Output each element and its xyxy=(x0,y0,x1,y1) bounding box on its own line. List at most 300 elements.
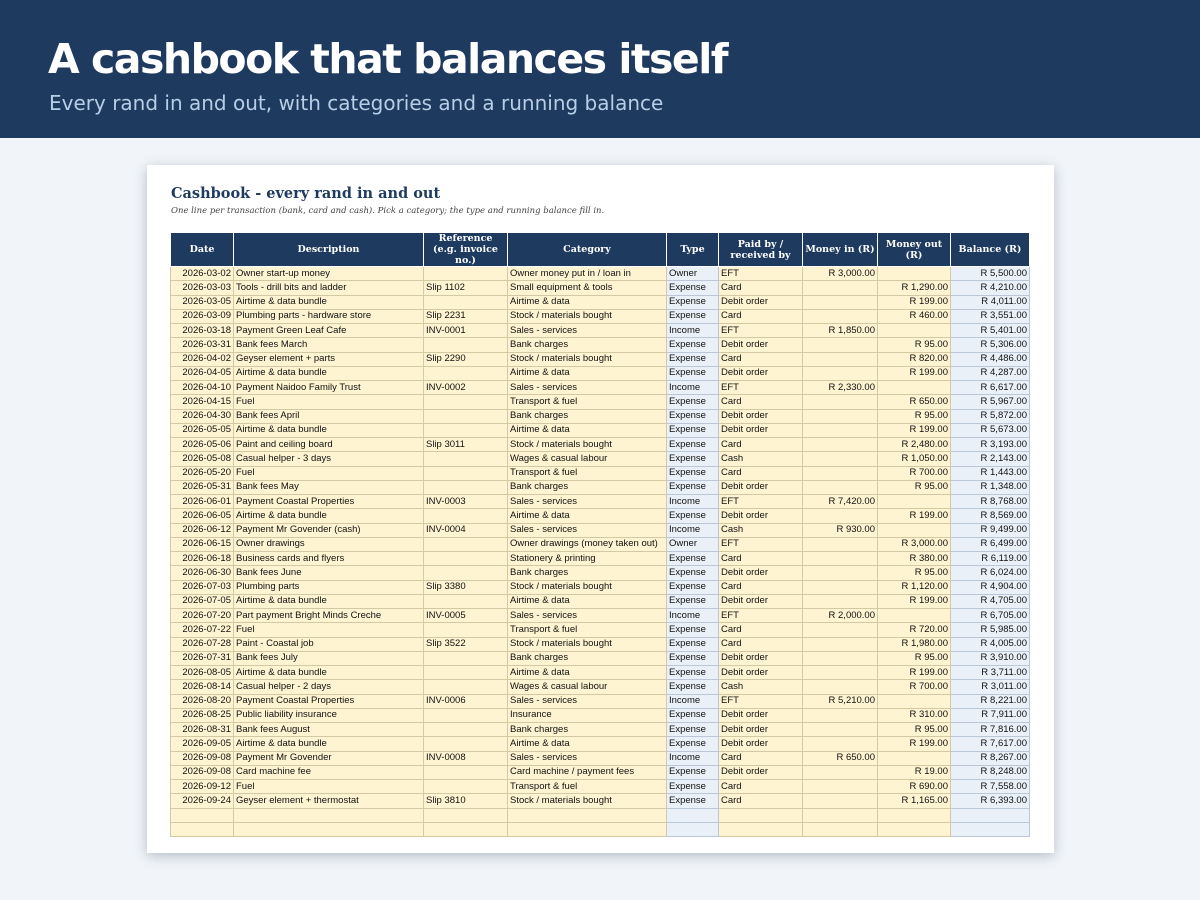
cell-description[interactable]: Payment Naidoo Family Trust xyxy=(234,381,424,395)
cell-description[interactable] xyxy=(234,822,424,836)
cell-money-out[interactable]: R 19.00 xyxy=(878,765,951,779)
cell-category[interactable]: Airtime & data xyxy=(508,737,667,751)
cell-type[interactable] xyxy=(667,808,719,822)
cell-type[interactable]: Expense xyxy=(667,281,719,295)
cell-money-out[interactable]: R 95.00 xyxy=(878,651,951,665)
cell-description[interactable]: Fuel xyxy=(234,623,424,637)
cell-type[interactable]: Income xyxy=(667,523,719,537)
cell-type[interactable]: Expense xyxy=(667,637,719,651)
cell-balance[interactable]: R 6,705.00 xyxy=(951,609,1030,623)
cell-money-out[interactable]: R 199.00 xyxy=(878,666,951,680)
cell-balance[interactable]: R 8,248.00 xyxy=(951,765,1030,779)
cell-money-in[interactable] xyxy=(803,537,878,551)
cell-reference[interactable] xyxy=(424,423,508,437)
cell-category[interactable]: Bank charges xyxy=(508,409,667,423)
cell-money-in[interactable]: R 930.00 xyxy=(803,523,878,537)
cell-reference[interactable] xyxy=(424,808,508,822)
cell-date[interactable] xyxy=(171,822,234,836)
cell-money-out[interactable] xyxy=(878,381,951,395)
cell-reference[interactable] xyxy=(424,594,508,608)
cell-money-in[interactable] xyxy=(803,794,878,808)
cell-money-in[interactable] xyxy=(803,637,878,651)
cell-description[interactable]: Tools - drill bits and ladder xyxy=(234,281,424,295)
cell-balance[interactable] xyxy=(951,808,1030,822)
cell-description[interactable]: Airtime & data bundle xyxy=(234,423,424,437)
cell-paid-by[interactable]: Debit order xyxy=(719,666,803,680)
cell-description[interactable]: Bank fees August xyxy=(234,723,424,737)
cell-reference[interactable] xyxy=(424,737,508,751)
cell-money-in[interactable] xyxy=(803,438,878,452)
cell-reference[interactable]: Slip 2290 xyxy=(424,352,508,366)
cell-type[interactable]: Income xyxy=(667,324,719,338)
cell-description[interactable]: Owner start-up money xyxy=(234,267,424,281)
cell-category[interactable]: Bank charges xyxy=(508,566,667,580)
cell-paid-by[interactable]: Card xyxy=(719,309,803,323)
cell-balance[interactable]: R 5,985.00 xyxy=(951,623,1030,637)
cell-description[interactable]: Casual helper - 2 days xyxy=(234,680,424,694)
cell-type[interactable]: Expense xyxy=(667,480,719,494)
cell-money-out[interactable]: R 1,050.00 xyxy=(878,452,951,466)
cell-money-out[interactable]: R 310.00 xyxy=(878,708,951,722)
cell-money-in[interactable]: R 2,330.00 xyxy=(803,381,878,395)
cell-balance[interactable]: R 4,705.00 xyxy=(951,594,1030,608)
cell-date[interactable]: 2026-04-02 xyxy=(171,352,234,366)
cell-type[interactable]: Expense xyxy=(667,338,719,352)
cell-money-in[interactable] xyxy=(803,509,878,523)
cell-money-in[interactable] xyxy=(803,395,878,409)
cell-paid-by[interactable]: Card xyxy=(719,580,803,594)
cell-reference[interactable] xyxy=(424,723,508,737)
cell-paid-by[interactable]: EFT xyxy=(719,381,803,395)
cell-category[interactable]: Bank charges xyxy=(508,723,667,737)
cell-description[interactable]: Plumbing parts - hardware store xyxy=(234,309,424,323)
col-header-type[interactable]: Type xyxy=(667,233,719,267)
cell-type[interactable]: Expense xyxy=(667,452,719,466)
cell-money-out[interactable] xyxy=(878,822,951,836)
cell-reference[interactable] xyxy=(424,822,508,836)
cell-category[interactable]: Airtime & data xyxy=(508,666,667,680)
cell-money-out[interactable] xyxy=(878,609,951,623)
cell-paid-by[interactable]: Card xyxy=(719,794,803,808)
cell-date[interactable]: 2026-09-08 xyxy=(171,765,234,779)
cell-reference[interactable] xyxy=(424,765,508,779)
cell-paid-by[interactable]: EFT xyxy=(719,267,803,281)
cell-money-out[interactable]: R 95.00 xyxy=(878,480,951,494)
cell-type[interactable]: Expense xyxy=(667,623,719,637)
cell-money-in[interactable] xyxy=(803,466,878,480)
cell-money-out[interactable] xyxy=(878,694,951,708)
cell-balance[interactable]: R 3,011.00 xyxy=(951,680,1030,694)
cell-money-in[interactable]: R 650.00 xyxy=(803,751,878,765)
cell-category[interactable]: Stock / materials bought xyxy=(508,637,667,651)
cell-money-in[interactable] xyxy=(803,808,878,822)
cell-balance[interactable]: R 3,910.00 xyxy=(951,651,1030,665)
cell-category[interactable] xyxy=(508,822,667,836)
cell-category[interactable]: Stationery & printing xyxy=(508,552,667,566)
cell-type[interactable]: Expense xyxy=(667,708,719,722)
cell-money-in[interactable] xyxy=(803,352,878,366)
cell-money-out[interactable]: R 460.00 xyxy=(878,309,951,323)
cell-money-in[interactable]: R 5,210.00 xyxy=(803,694,878,708)
cell-balance[interactable]: R 7,617.00 xyxy=(951,737,1030,751)
cell-money-out[interactable]: R 95.00 xyxy=(878,409,951,423)
cell-category[interactable]: Owner drawings (money taken out) xyxy=(508,537,667,551)
cell-category[interactable]: Bank charges xyxy=(508,651,667,665)
cell-reference[interactable]: INV-0008 xyxy=(424,751,508,765)
cell-reference[interactable] xyxy=(424,409,508,423)
cell-type[interactable]: Expense xyxy=(667,737,719,751)
cell-date[interactable]: 2026-05-08 xyxy=(171,452,234,466)
cell-description[interactable]: Airtime & data bundle xyxy=(234,366,424,380)
cell-description[interactable]: Airtime & data bundle xyxy=(234,509,424,523)
cell-money-in[interactable] xyxy=(803,651,878,665)
cell-money-in[interactable] xyxy=(803,409,878,423)
cell-type[interactable]: Expense xyxy=(667,794,719,808)
cell-reference[interactable]: INV-0003 xyxy=(424,495,508,509)
cell-reference[interactable] xyxy=(424,623,508,637)
cell-date[interactable]: 2026-04-10 xyxy=(171,381,234,395)
cell-paid-by[interactable]: Cash xyxy=(719,523,803,537)
cell-paid-by[interactable]: Debit order xyxy=(719,651,803,665)
cell-description[interactable]: Payment Mr Govender xyxy=(234,751,424,765)
cell-description[interactable]: Airtime & data bundle xyxy=(234,666,424,680)
cell-reference[interactable] xyxy=(424,666,508,680)
cell-description[interactable]: Geyser element + parts xyxy=(234,352,424,366)
cell-description[interactable]: Payment Coastal Properties xyxy=(234,495,424,509)
cell-reference[interactable] xyxy=(424,651,508,665)
cell-date[interactable]: 2026-04-30 xyxy=(171,409,234,423)
cell-money-out[interactable]: R 380.00 xyxy=(878,552,951,566)
cell-balance[interactable]: R 4,210.00 xyxy=(951,281,1030,295)
cell-money-in[interactable] xyxy=(803,338,878,352)
cell-date[interactable]: 2026-06-15 xyxy=(171,537,234,551)
cell-description[interactable]: Card machine fee xyxy=(234,765,424,779)
cell-reference[interactable]: INV-0002 xyxy=(424,381,508,395)
cell-money-in[interactable] xyxy=(803,309,878,323)
cell-category[interactable]: Wages & casual labour xyxy=(508,452,667,466)
cell-date[interactable]: 2026-08-25 xyxy=(171,708,234,722)
cell-balance[interactable]: R 5,500.00 xyxy=(951,267,1030,281)
cell-description[interactable]: Bank fees May xyxy=(234,480,424,494)
cell-balance[interactable]: R 6,499.00 xyxy=(951,537,1030,551)
cell-paid-by[interactable] xyxy=(719,808,803,822)
cell-money-out[interactable] xyxy=(878,751,951,765)
cell-description[interactable]: Bank fees June xyxy=(234,566,424,580)
cell-money-out[interactable]: R 650.00 xyxy=(878,395,951,409)
cell-reference[interactable]: INV-0006 xyxy=(424,694,508,708)
cell-type[interactable] xyxy=(667,822,719,836)
cell-balance[interactable]: R 7,911.00 xyxy=(951,708,1030,722)
col-header-reference[interactable]: Reference (e.g. invoice no.) xyxy=(424,233,508,267)
cell-paid-by[interactable]: EFT xyxy=(719,537,803,551)
cell-reference[interactable] xyxy=(424,708,508,722)
cell-money-out[interactable]: R 199.00 xyxy=(878,594,951,608)
cell-money-out[interactable]: R 1,120.00 xyxy=(878,580,951,594)
cell-money-in[interactable] xyxy=(803,623,878,637)
cell-date[interactable]: 2026-08-05 xyxy=(171,666,234,680)
cell-money-out[interactable]: R 1,165.00 xyxy=(878,794,951,808)
cell-balance[interactable]: R 5,306.00 xyxy=(951,338,1030,352)
cell-reference[interactable]: Slip 2231 xyxy=(424,309,508,323)
cell-category[interactable]: Stock / materials bought xyxy=(508,309,667,323)
cell-money-in[interactable] xyxy=(803,281,878,295)
cell-type[interactable]: Expense xyxy=(667,295,719,309)
cell-type[interactable]: Expense xyxy=(667,580,719,594)
cell-description[interactable]: Bank fees March xyxy=(234,338,424,352)
cell-type[interactable]: Expense xyxy=(667,438,719,452)
cell-balance[interactable]: R 8,221.00 xyxy=(951,694,1030,708)
cell-description[interactable]: Fuel xyxy=(234,395,424,409)
cell-balance[interactable]: R 6,617.00 xyxy=(951,381,1030,395)
cell-description[interactable]: Owner drawings xyxy=(234,537,424,551)
cell-paid-by[interactable]: Card xyxy=(719,780,803,794)
cell-reference[interactable] xyxy=(424,295,508,309)
cell-date[interactable]: 2026-07-31 xyxy=(171,651,234,665)
cell-paid-by[interactable]: Card xyxy=(719,637,803,651)
cell-money-out[interactable]: R 95.00 xyxy=(878,566,951,580)
cell-type[interactable]: Expense xyxy=(667,780,719,794)
cell-money-in[interactable] xyxy=(803,366,878,380)
cell-money-out[interactable] xyxy=(878,324,951,338)
cell-category[interactable]: Wages & casual labour xyxy=(508,680,667,694)
cell-reference[interactable] xyxy=(424,366,508,380)
cell-paid-by[interactable]: EFT xyxy=(719,324,803,338)
cell-reference[interactable] xyxy=(424,552,508,566)
cell-date[interactable]: 2026-03-09 xyxy=(171,309,234,323)
cell-description[interactable]: Payment Mr Govender (cash) xyxy=(234,523,424,537)
cell-category[interactable]: Transport & fuel xyxy=(508,623,667,637)
cell-money-out[interactable] xyxy=(878,523,951,537)
cell-reference[interactable] xyxy=(424,780,508,794)
cell-category[interactable]: Airtime & data xyxy=(508,509,667,523)
cell-type[interactable]: Expense xyxy=(667,680,719,694)
cell-money-out[interactable] xyxy=(878,267,951,281)
cell-description[interactable]: Public liability insurance xyxy=(234,708,424,722)
cell-date[interactable]: 2026-09-08 xyxy=(171,751,234,765)
cell-category[interactable]: Owner money put in / loan in xyxy=(508,267,667,281)
cell-type[interactable]: Expense xyxy=(667,566,719,580)
cell-category[interactable]: Sales - services xyxy=(508,523,667,537)
cell-reference[interactable] xyxy=(424,267,508,281)
cell-reference[interactable] xyxy=(424,680,508,694)
cell-reference[interactable]: INV-0005 xyxy=(424,609,508,623)
cell-balance[interactable]: R 5,872.00 xyxy=(951,409,1030,423)
cell-balance[interactable]: R 8,768.00 xyxy=(951,495,1030,509)
cell-money-in[interactable] xyxy=(803,423,878,437)
cell-balance[interactable]: R 2,143.00 xyxy=(951,452,1030,466)
cell-balance[interactable]: R 4,486.00 xyxy=(951,352,1030,366)
cell-category[interactable]: Stock / materials bought xyxy=(508,794,667,808)
cell-date[interactable]: 2026-08-20 xyxy=(171,694,234,708)
cell-category[interactable]: Transport & fuel xyxy=(508,466,667,480)
cell-category[interactable]: Sales - services xyxy=(508,694,667,708)
cell-type[interactable]: Expense xyxy=(667,395,719,409)
cell-reference[interactable] xyxy=(424,480,508,494)
cell-type[interactable]: Owner xyxy=(667,267,719,281)
cell-money-in[interactable] xyxy=(803,580,878,594)
cell-type[interactable]: Expense xyxy=(667,594,719,608)
cell-balance[interactable]: R 4,904.00 xyxy=(951,580,1030,594)
cell-reference[interactable]: INV-0001 xyxy=(424,324,508,338)
cell-description[interactable]: Paint - Coastal job xyxy=(234,637,424,651)
cell-type[interactable]: Expense xyxy=(667,352,719,366)
cell-money-in[interactable] xyxy=(803,480,878,494)
col-header-money-out[interactable]: Money out (R) xyxy=(878,233,951,267)
cell-date[interactable]: 2026-08-31 xyxy=(171,723,234,737)
cell-money-in[interactable] xyxy=(803,780,878,794)
cell-date[interactable]: 2026-03-18 xyxy=(171,324,234,338)
cell-money-out[interactable]: R 3,000.00 xyxy=(878,537,951,551)
cell-date[interactable]: 2026-06-18 xyxy=(171,552,234,566)
cell-category[interactable] xyxy=(508,808,667,822)
cell-description[interactable]: Business cards and flyers xyxy=(234,552,424,566)
cell-paid-by[interactable]: Debit order xyxy=(719,295,803,309)
cell-type[interactable]: Expense xyxy=(667,509,719,523)
cell-money-in[interactable] xyxy=(803,552,878,566)
cell-balance[interactable]: R 1,348.00 xyxy=(951,480,1030,494)
cell-paid-by[interactable] xyxy=(719,822,803,836)
cell-description[interactable] xyxy=(234,808,424,822)
cell-reference[interactable]: Slip 3011 xyxy=(424,438,508,452)
cell-money-out[interactable]: R 199.00 xyxy=(878,509,951,523)
cell-description[interactable]: Geyser element + thermostat xyxy=(234,794,424,808)
cell-paid-by[interactable]: Card xyxy=(719,281,803,295)
cell-type[interactable]: Income xyxy=(667,495,719,509)
cell-date[interactable]: 2026-04-15 xyxy=(171,395,234,409)
cell-type[interactable]: Expense xyxy=(667,651,719,665)
cell-description[interactable]: Fuel xyxy=(234,466,424,480)
cell-paid-by[interactable]: Card xyxy=(719,352,803,366)
cell-balance[interactable]: R 7,816.00 xyxy=(951,723,1030,737)
cell-money-in[interactable]: R 1,850.00 xyxy=(803,324,878,338)
cell-balance[interactable] xyxy=(951,822,1030,836)
cell-date[interactable]: 2026-09-24 xyxy=(171,794,234,808)
cell-description[interactable]: Airtime & data bundle xyxy=(234,594,424,608)
cell-money-in[interactable] xyxy=(803,566,878,580)
cell-balance[interactable]: R 6,024.00 xyxy=(951,566,1030,580)
cell-money-out[interactable]: R 700.00 xyxy=(878,680,951,694)
cell-paid-by[interactable]: Cash xyxy=(719,680,803,694)
cell-reference[interactable] xyxy=(424,338,508,352)
cell-category[interactable]: Airtime & data xyxy=(508,366,667,380)
cell-description[interactable]: Paint and ceiling board xyxy=(234,438,424,452)
cell-category[interactable]: Sales - services xyxy=(508,495,667,509)
cell-money-in[interactable] xyxy=(803,723,878,737)
cell-paid-by[interactable]: Debit order xyxy=(719,723,803,737)
cell-balance[interactable]: R 4,011.00 xyxy=(951,295,1030,309)
cell-type[interactable]: Income xyxy=(667,609,719,623)
cell-description[interactable]: Fuel xyxy=(234,780,424,794)
cell-money-out[interactable]: R 820.00 xyxy=(878,352,951,366)
cell-description[interactable]: Payment Green Leaf Cafe xyxy=(234,324,424,338)
cell-balance[interactable]: R 5,401.00 xyxy=(951,324,1030,338)
cell-date[interactable]: 2026-06-30 xyxy=(171,566,234,580)
cell-reference[interactable]: Slip 3380 xyxy=(424,580,508,594)
cell-money-in[interactable] xyxy=(803,737,878,751)
cell-date[interactable]: 2026-07-22 xyxy=(171,623,234,637)
cell-category[interactable]: Sales - services xyxy=(508,381,667,395)
cell-date[interactable]: 2026-09-05 xyxy=(171,737,234,751)
cell-paid-by[interactable]: EFT xyxy=(719,694,803,708)
cell-reference[interactable] xyxy=(424,509,508,523)
cell-money-out[interactable]: R 690.00 xyxy=(878,780,951,794)
cell-reference[interactable] xyxy=(424,566,508,580)
cell-date[interactable]: 2026-09-12 xyxy=(171,780,234,794)
cell-type[interactable]: Expense xyxy=(667,466,719,480)
cell-type[interactable]: Owner xyxy=(667,537,719,551)
cell-date[interactable]: 2026-05-31 xyxy=(171,480,234,494)
cell-date[interactable]: 2026-08-14 xyxy=(171,680,234,694)
col-header-date[interactable]: Date xyxy=(171,233,234,267)
cell-date[interactable]: 2026-04-05 xyxy=(171,366,234,380)
cell-paid-by[interactable]: EFT xyxy=(719,495,803,509)
cell-description[interactable]: Airtime & data bundle xyxy=(234,737,424,751)
cell-date[interactable]: 2026-07-28 xyxy=(171,637,234,651)
cell-category[interactable]: Transport & fuel xyxy=(508,395,667,409)
cell-balance[interactable]: R 3,551.00 xyxy=(951,309,1030,323)
col-header-description[interactable]: Description xyxy=(234,233,424,267)
cell-date[interactable]: 2026-03-05 xyxy=(171,295,234,309)
cell-reference[interactable]: Slip 3522 xyxy=(424,637,508,651)
cell-paid-by[interactable]: Debit order xyxy=(719,594,803,608)
cell-type[interactable]: Expense xyxy=(667,666,719,680)
cell-category[interactable]: Insurance xyxy=(508,708,667,722)
cell-date[interactable] xyxy=(171,808,234,822)
cell-balance[interactable]: R 6,393.00 xyxy=(951,794,1030,808)
cell-paid-by[interactable]: Debit order xyxy=(719,480,803,494)
cell-category[interactable]: Sales - services xyxy=(508,751,667,765)
cell-date[interactable]: 2026-03-02 xyxy=(171,267,234,281)
cell-date[interactable]: 2026-06-01 xyxy=(171,495,234,509)
cell-category[interactable]: Bank charges xyxy=(508,338,667,352)
cell-type[interactable]: Expense xyxy=(667,723,719,737)
cell-description[interactable]: Plumbing parts xyxy=(234,580,424,594)
cell-description[interactable]: Part payment Bright Minds Creche xyxy=(234,609,424,623)
cell-balance[interactable]: R 5,967.00 xyxy=(951,395,1030,409)
cell-date[interactable]: 2026-07-20 xyxy=(171,609,234,623)
col-header-category[interactable]: Category xyxy=(508,233,667,267)
cell-money-in[interactable] xyxy=(803,666,878,680)
cell-paid-by[interactable]: Debit order xyxy=(719,423,803,437)
cell-category[interactable]: Stock / materials bought xyxy=(508,438,667,452)
cell-money-out[interactable]: R 199.00 xyxy=(878,423,951,437)
cell-category[interactable]: Stock / materials bought xyxy=(508,580,667,594)
cell-date[interactable]: 2026-07-05 xyxy=(171,594,234,608)
cell-date[interactable]: 2026-05-20 xyxy=(171,466,234,480)
cell-paid-by[interactable]: Cash xyxy=(719,452,803,466)
cell-reference[interactable] xyxy=(424,466,508,480)
cell-type[interactable]: Expense xyxy=(667,552,719,566)
cell-paid-by[interactable]: Debit order xyxy=(719,566,803,580)
cell-money-out[interactable]: R 1,980.00 xyxy=(878,637,951,651)
cell-balance[interactable]: R 5,673.00 xyxy=(951,423,1030,437)
cell-date[interactable]: 2026-05-06 xyxy=(171,438,234,452)
cell-date[interactable]: 2026-05-05 xyxy=(171,423,234,437)
cell-balance[interactable]: R 3,193.00 xyxy=(951,438,1030,452)
cell-paid-by[interactable]: Card xyxy=(719,751,803,765)
cell-reference[interactable] xyxy=(424,452,508,466)
cell-money-in[interactable] xyxy=(803,295,878,309)
cell-category[interactable]: Bank charges xyxy=(508,480,667,494)
cell-paid-by[interactable]: Card xyxy=(719,552,803,566)
cell-category[interactable]: Airtime & data xyxy=(508,423,667,437)
cell-balance[interactable]: R 8,569.00 xyxy=(951,509,1030,523)
cell-paid-by[interactable]: Debit order xyxy=(719,366,803,380)
cell-paid-by[interactable]: Debit order xyxy=(719,409,803,423)
cell-money-out[interactable]: R 199.00 xyxy=(878,737,951,751)
cell-balance[interactable]: R 7,558.00 xyxy=(951,780,1030,794)
cell-money-out[interactable] xyxy=(878,808,951,822)
